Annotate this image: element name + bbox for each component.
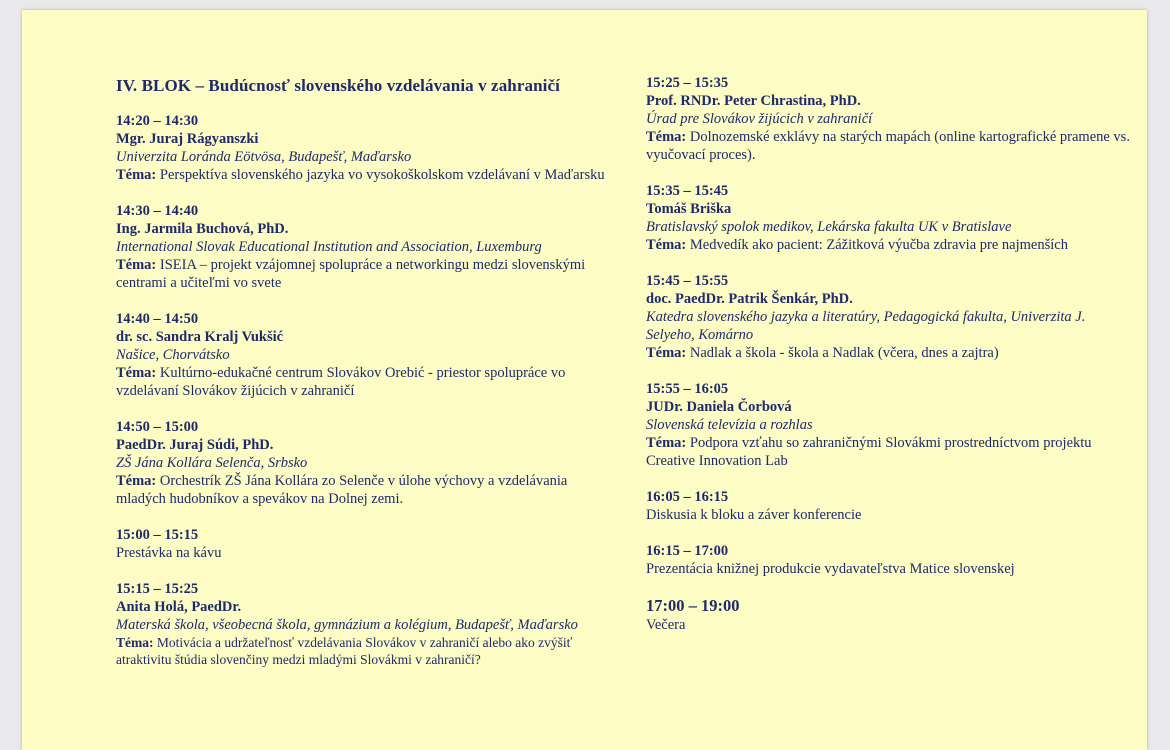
topic-text: Nadlak a škola - škola a Nadlak (včera, dnes a zajtra): [689, 345, 999, 361]
time-slot: 15:25 – 15:35: [646, 75, 729, 91]
speaker-affiliation: ZŠ Jána Kollára Selenča, Srbsko: [116, 455, 308, 471]
program-entry: [646, 272, 1136, 362]
talk-topic: [646, 128, 1136, 164]
program-item-text: Večera: [646, 617, 686, 633]
topic-text: ISEIA – projekt vzájomnej spolupráce a networkingu medzi slovenskými centrami a učiteľmi vo svete: [116, 257, 586, 291]
time-slot: 16:15 – 17:00: [646, 543, 729, 559]
topic-text: Orchestrík ZŠ Jána Kollára zo Selenče v úlohe výchovy a vzdelávania mladých hudobníkov a spevákov na Dolnej zemi.: [116, 473, 568, 507]
topic-label: Téma:: [116, 365, 157, 381]
time-slot: 15:35 – 15:45: [646, 183, 729, 199]
topic-label: Téma:: [116, 167, 157, 183]
topic-label: Téma:: [646, 237, 687, 253]
speaker-name: dr. sc. Sandra Kralj Vukšić: [116, 329, 284, 345]
topic-label: Téma:: [646, 435, 687, 451]
program-entry: [116, 112, 616, 184]
time-slot: 15:45 – 15:55: [646, 273, 729, 289]
speaker-affiliation: Katedra slovenského jazyka a literatúry, Pedagogická fakulta, Univerzita J. Selyeho, Komárno: [646, 309, 1086, 343]
speaker-name: Ing. Jarmila Buchová, PhD.: [116, 221, 289, 237]
program-entry: [116, 418, 616, 508]
topic-text: Medvedík ako pacient: Zážitková výučba zdravia pre najmenších: [689, 237, 1068, 253]
program-item-text: Diskusia k bloku a záver konferencie: [646, 507, 862, 523]
program-entry: [116, 526, 616, 562]
speaker-affiliation: Našice, Chorvátsko: [116, 347, 230, 363]
topic-label: Téma:: [646, 345, 687, 361]
talk-topic: [116, 166, 616, 184]
speaker-name: Mgr. Juraj Rágyanszki: [116, 131, 259, 147]
time-slot: 14:50 – 15:00: [116, 419, 199, 435]
topic-text: Kultúrno-edukačné centrum Slovákov Orebić - priestor spolupráce vo vzdelávaní Slovákov žijúcich v zahraničí: [116, 365, 566, 399]
time-slot: 15:55 – 16:05: [646, 381, 729, 397]
topic-label: Téma:: [116, 635, 154, 650]
program-item-text: Prezentácia knižnej produkcie vydavateľstva Matice slovenskej: [646, 561, 1015, 577]
program-entry: [116, 310, 616, 400]
topic-label: Téma:: [116, 473, 157, 489]
speaker-name: Tomáš Briška: [646, 201, 732, 217]
speaker-name: JUDr. Daniela Čorbová: [646, 399, 792, 415]
time-slot: 17:00 – 19:00: [646, 596, 740, 615]
program-entry: [646, 380, 1136, 470]
talk-topic: [116, 634, 616, 668]
talk-topic: [646, 344, 1136, 362]
speaker-name: PaedDr. Juraj Súdi, PhD.: [116, 437, 274, 453]
topic-label: Téma:: [646, 129, 687, 145]
speaker-name: Prof. RNDr. Peter Chrastina, PhD.: [646, 93, 861, 109]
time-slot: 15:15 – 15:25: [116, 581, 199, 597]
talk-topic: [116, 472, 616, 508]
speaker-affiliation: Bratislavský spolok medikov, Lekárska fakulta UK v Bratislave: [646, 219, 1012, 235]
left-column: [116, 76, 616, 686]
topic-text: Podpora vzťahu so zahraničnými Slovákmi prostredníctvom projektu Creative Innovation Lab: [646, 435, 1092, 469]
program-entry: [646, 74, 1136, 164]
program-entry: [646, 542, 1136, 578]
program-entry: [116, 580, 616, 668]
topic-label: Téma:: [116, 257, 157, 273]
talk-topic: [646, 434, 1136, 470]
block-heading: IV. BLOK – Budúcnosť slovenského vzdelávania v zahraničí: [116, 76, 560, 95]
topic-text: Dolnozemské exklávy na starých mapách (online kartografické pramene vs. vyučovací proces).: [646, 129, 1130, 163]
speaker-affiliation: Materská škola, všeobecná škola, gymnázium a kolégium, Budapešť, Maďarsko: [116, 617, 578, 633]
speaker-affiliation: Slovenská televízia a rozhlas: [646, 417, 813, 433]
program-item-text: Prestávka na kávu: [116, 545, 222, 561]
program-entry: [646, 182, 1136, 254]
time-slot: 16:05 – 16:15: [646, 489, 729, 505]
time-slot: 14:20 – 14:30: [116, 113, 199, 129]
speaker-name: doc. PaedDr. Patrik Šenkár, PhD.: [646, 291, 853, 307]
document-page: [22, 10, 1147, 750]
talk-topic: [646, 236, 1136, 254]
time-slot: 14:30 – 14:40: [116, 203, 199, 219]
speaker-name: Anita Holá, PaedDr.: [116, 599, 242, 615]
program-entry: [646, 488, 1136, 524]
topic-text: Motivácia a udržateľnosť vzdelávania Slovákov v zahraničí alebo ako zvýšiť atraktivitu štúdia slovenčiny medzi mladými Slovákmi v zahraničí?: [116, 635, 573, 667]
speaker-affiliation: International Slovak Educational Institution and Association, Luxemburg: [116, 239, 542, 255]
topic-text: Perspektíva slovenského jazyka vo vysokoškolskom vzdelávaní v Maďarsku: [159, 167, 605, 183]
program-entry: [116, 202, 616, 292]
time-slot: 15:00 – 15:15: [116, 527, 199, 543]
program-entry: [646, 596, 1136, 634]
speaker-affiliation: Úrad pre Slovákov žijúcich v zahraničí: [646, 111, 873, 127]
talk-topic: [116, 364, 616, 400]
speaker-affiliation: Univerzita Loránda Eötvösa, Budapešť, Maďarsko: [116, 149, 412, 165]
right-column: [646, 74, 1136, 652]
time-slot: 14:40 – 14:50: [116, 311, 199, 327]
talk-topic: [116, 256, 616, 292]
